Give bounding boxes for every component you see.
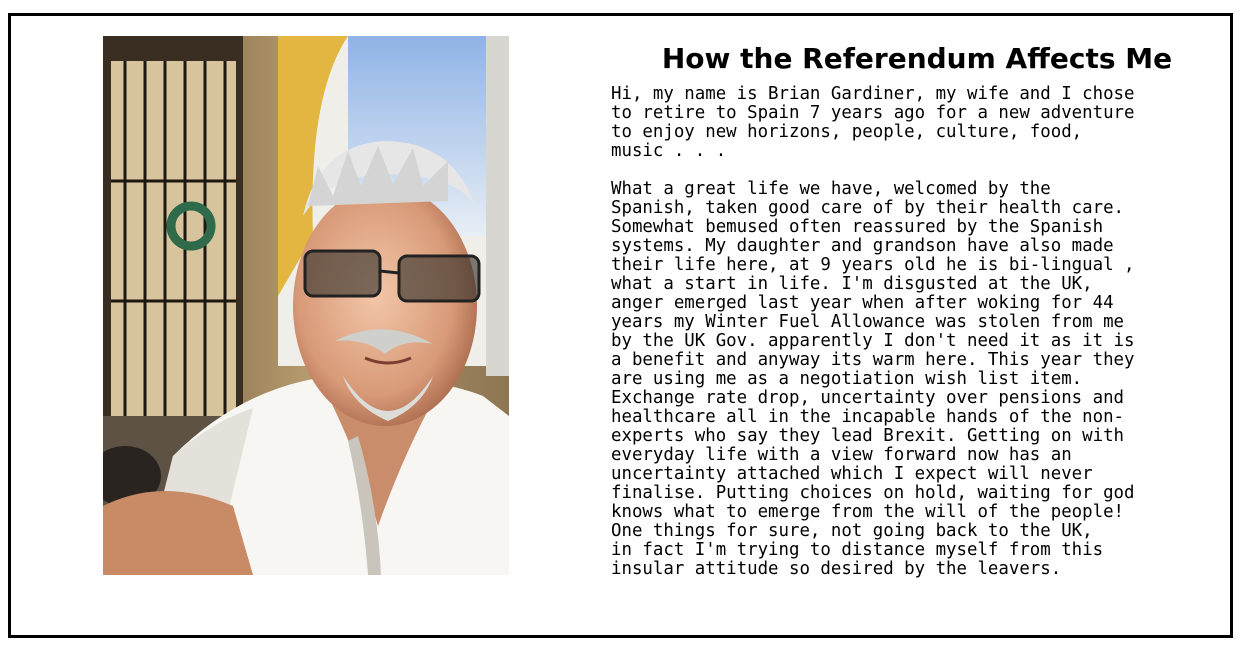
paragraph-intro: Hi, my name is Brian Gardiner, my wife and I chose to retire to Spain 7 years ago for a new adventure to enjoy new horizons, people, culture, food, music . . . — [611, 84, 1135, 161]
article-title: How the Referendum Affects Me — [661, 42, 1173, 75]
paragraph-main: What a great life we have, welcomed by the Spanish, taken good care of by their health care. Somewhat bemused often reassured by the Spanish systems. My daughter and grandson have also made their life here, at 9 years old he is bi-lingual , what a start in life. I'm disgusted at the UK, anger emerged last year when after woking for 44 years my Winter Fuel Allowance was stolen from me by the UK Gov. apparently I don't need it as it is a benefit and anyway its warm here. This year they are using me as a negotiation wish list item. Exchange rate drop, uncertainty over pensions and healthcare all in the incapable hands of the non- experts who say they lead Brexit. Getting on with everyday life with a view forward now has an uncertainty attached which I expect will never finalise. Putting choices on hold, waiting for god knows what to emerge from the will of the people! One things for sure, not going back to the UK, in fact I'm trying to distance myself from this insular attitude so desired by the leavers. — [611, 179, 1135, 579]
article-body — [611, 85, 1223, 579]
page-frame — [8, 13, 1233, 638]
portrait-photo — [103, 36, 509, 575]
